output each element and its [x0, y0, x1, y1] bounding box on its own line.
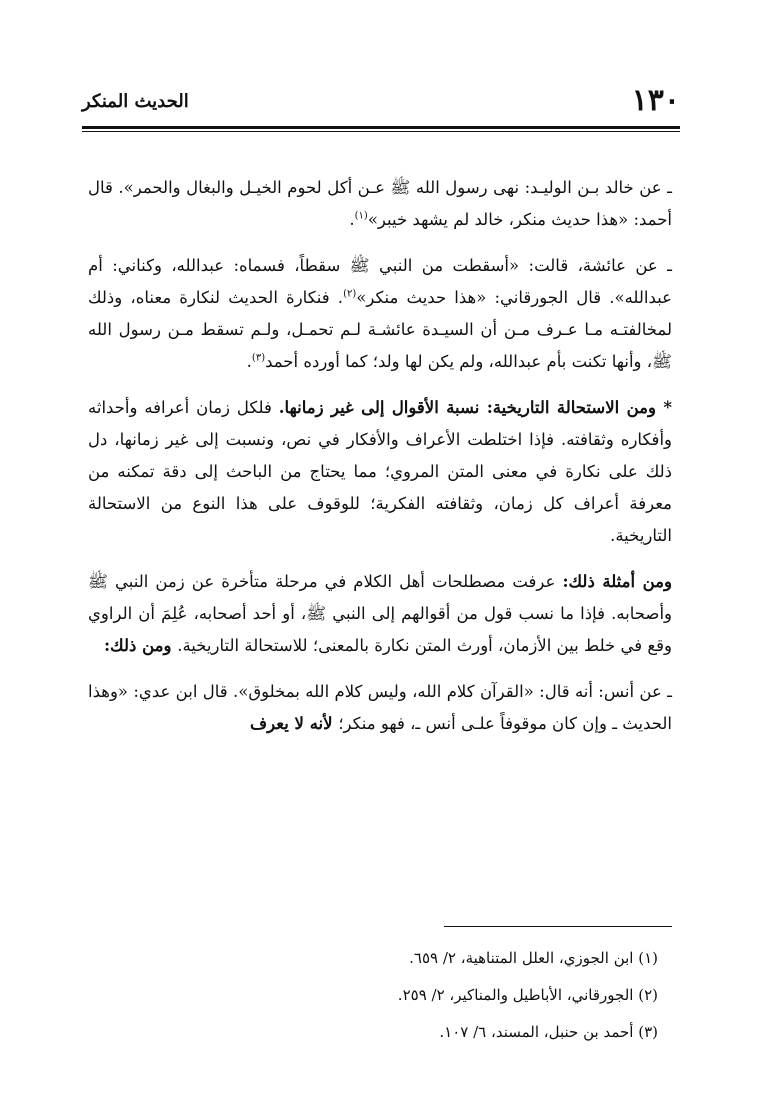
footnote-1: (١) ابن الجوزي، العلل المتناهية، ٢/ ٦٥٩.: [409, 949, 658, 967]
paragraph-text: عرفت مصطلحات أهل الكلام في مرحلة متأخرة عن زمن النبي ﷺ وأصحابه. فإذا ما نسب قول من أقوالهم إلى النبي ﷺ، أو أحد أصحابه، عُلِمَ أن الراوي وقع في خلط بين الأزمان، أورث المتن نكارة بالمعنى؛ للاستحالة التاريخية.: [88, 572, 672, 655]
paragraph-aisha: [88, 250, 672, 378]
footnotes: [98, 940, 658, 1051]
paragraph-bold-tail: لأنه لا يعرف: [250, 714, 339, 733]
paragraph-khalid: ـ عن خالد بـن الوليـد: نهى رسول الله ﷺ عـن أكل لحوم الخيـل والبغال والحمر». قال أحمد: «هذا حديث منكر، خالد لم يشهد خيبر»$^{(١)}$.: [88, 178, 672, 229]
paragraph-text-continued: . فنكارة الحديث لنكارة معناه، وذلك لمخالفتـه مـا عـرف مـن أن السيـدة عائشـة لـم تحمـل، ولـم تسقط مـن رسول الله ﷺ، وأنها تكنت بأم عبدالله، ولم يكن لها ولد؛ كما أورده أحمد: [88, 288, 672, 371]
paragraph-historical-impossibility: [88, 392, 672, 552]
page-header: [82, 80, 680, 124]
main-text: [88, 172, 672, 754]
header-rule-thin: [82, 131, 680, 132]
paragraph-end: .: [246, 352, 252, 371]
footnote-3: (٣) أحمد بن حنبل، المسند، ٦/ ١٠٧.: [439, 1023, 658, 1041]
paragraph-examples: [88, 566, 672, 662]
paragraph-text: فلكل زمان أعرافه وأحداثه وأفكاره وثقافته. فإذا اختلطت الأعراف والأفكار في نص، ونسبت إلى غير زمانها، دل ذلك على نكارة في معنى المتن المروي؛ مما يحتاج من الباحث إلى دقة تمكنه من معرفة أعراف كل زمان، وثقافته الفكرية؛ للوقوف على هذا النوع من الاستحالة التاريخية.: [88, 398, 672, 545]
paragraph-heading: * ومن الاستحالة التاريخية: نسبة الأقوال إلى غير زمانها.: [278, 398, 672, 417]
paragraph-anas: [88, 676, 672, 740]
footnote-separator: [444, 926, 672, 927]
running-title: الحديث المنكر: [82, 91, 189, 112]
footnote-2: (٢) الجورقاني، الأباطيل والمناكير، ٢/ ٢٥٩.: [397, 986, 658, 1004]
header-rule-thick: [82, 126, 680, 129]
paragraph-text: ـ عن خالد بـن الوليـد: نهى رسول الله ﷺ عـن أكل لحوم الخيـل والبغال والحمر». قال أحمد: «هذا حديث منكر، خالد لم يشهد خيبر»: [88, 178, 672, 229]
paragraph-text: ـ عن أنس: أنه قال: «القرآن كلام الله، وليس كلام الله بمخلوق». قال ابن عدي: «وهذا الحديث ـ وإن كان موقوفاً علـى أنس ـ، فهو منكر؛: [88, 682, 672, 733]
paragraph-text: ـ عن عائشة، قالت: «أسقطت من النبي ﷺ سقطاً، فسماه: عبدالله، وكناني: أم عبدالله». قال الجورقاني: «هذا حديث منكر»: [88, 256, 672, 307]
paragraph-bold-tail: ومن ذلك:: [103, 636, 178, 655]
page-number: ١٣٠: [631, 83, 680, 118]
paragraph-heading: ومن أمثلة ذلك:: [562, 572, 672, 591]
footnote-marker: (٢): [343, 288, 357, 300]
footnote-marker: (٣): [251, 352, 266, 364]
footnote-marker: (١): [354, 210, 368, 222]
